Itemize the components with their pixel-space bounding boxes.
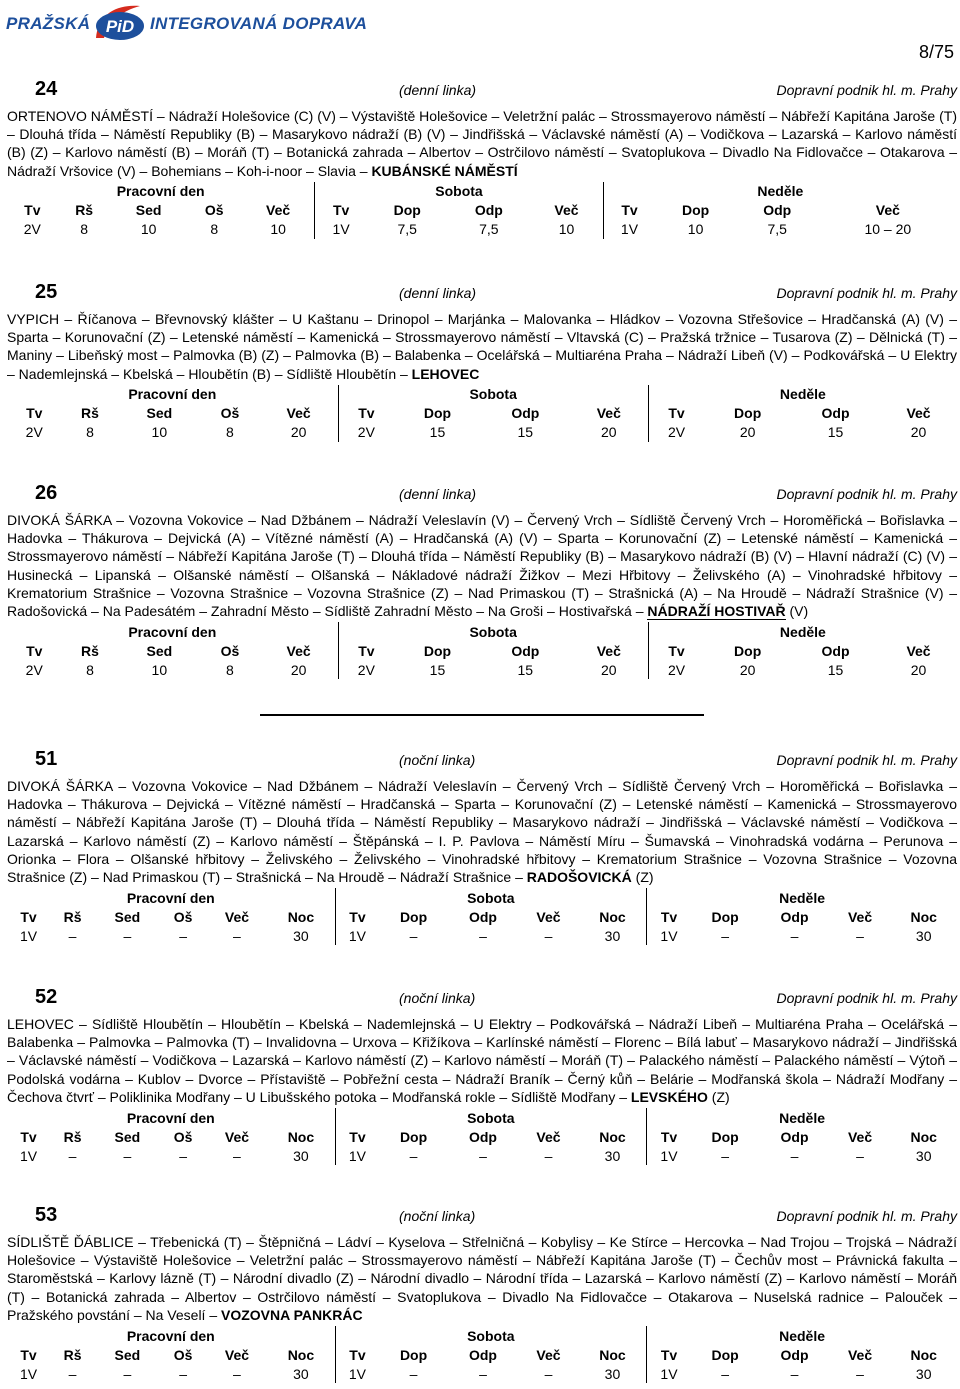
interval-cell: – bbox=[179, 1365, 188, 1382]
group-header: Neděle bbox=[648, 622, 957, 641]
interval-cell: 15 bbox=[827, 661, 844, 678]
interval-cell: – bbox=[68, 927, 77, 944]
interval-cell: – bbox=[721, 927, 729, 944]
col-header: Tv bbox=[647, 1345, 691, 1364]
line-number: 52 bbox=[35, 986, 58, 1008]
col-header: Več bbox=[266, 202, 291, 219]
interval-cell: 1V bbox=[19, 1365, 38, 1382]
group-header: Sobota bbox=[335, 1108, 647, 1127]
interval-cell: 8 bbox=[226, 661, 234, 678]
col-header: Odp bbox=[474, 202, 503, 219]
col-header: Več bbox=[847, 1128, 873, 1145]
line-type: (noční linka) bbox=[399, 752, 476, 768]
col-header: Več bbox=[536, 1346, 561, 1363]
line-type: (denní linka) bbox=[399, 82, 477, 98]
interval-cell: – bbox=[856, 1147, 864, 1164]
interval-cell: 2V bbox=[338, 660, 394, 679]
col-header: Več bbox=[596, 405, 621, 422]
interval-table bbox=[7, 1326, 957, 1383]
interval-cell: 30 bbox=[293, 1365, 309, 1382]
col-header: Tv bbox=[20, 908, 37, 925]
line-operator: Dopravní podnik hl. m. Prahy bbox=[776, 990, 957, 1006]
interval-cell: 15 bbox=[517, 424, 534, 441]
col-header: Tv bbox=[26, 405, 43, 422]
line-number: 53 bbox=[35, 1204, 58, 1226]
col-header: Noc bbox=[910, 1128, 937, 1145]
interval-cell: 30 bbox=[915, 1365, 932, 1382]
svg-text:PiD: PiD bbox=[105, 17, 135, 36]
interval-cell: 30 bbox=[293, 1147, 309, 1164]
interval-cell: 1V bbox=[315, 220, 367, 239]
col-header: Noc bbox=[910, 1346, 937, 1363]
interval-cell: 8 bbox=[80, 221, 89, 238]
group-header: Neděle bbox=[647, 888, 957, 907]
interval-cell: 2V bbox=[338, 423, 394, 442]
col-header: Sed bbox=[114, 1128, 141, 1145]
interval-cell: – bbox=[544, 1147, 553, 1164]
logo-text-right: INTEGROVANÁ DOPRAVA bbox=[150, 14, 368, 33]
col-header: Dop bbox=[711, 1128, 739, 1145]
interval-cell: – bbox=[233, 1147, 241, 1164]
col-header: Oš bbox=[173, 1128, 193, 1145]
interval-cell: 1V bbox=[19, 927, 38, 944]
col-header: Odp bbox=[468, 1128, 497, 1145]
interval-cell: – bbox=[233, 1365, 241, 1382]
line-section bbox=[7, 986, 957, 1165]
interval-cell: 20 bbox=[739, 424, 756, 441]
logo-text-left: PRAŽSKÁ bbox=[6, 14, 91, 33]
route-description: DIVOKÁ ŠÁRKA – Vozovna Vokovice – Nad Džbánem – Nádraží Veleslavín – Červený Vrch – Sídliště Červený Vrch – Horoměřická – Bořislavka – Hadovka – Thákurova – Dejvická – Vítězné náměstí – Hradčanská – Sparta – Korunovační (Z) – Letenské náměstí – Kamenická – Strossmayerovo náměstí – Nábřeží Kapitána Jaroše (T) – Dlouhá třída – Náměstí Republiky – Masarykovo nádraží – Jindřišská – Václavské náměstí – Vodičkova – Lazarská – Karlovo náměstí (Z) – Karlovo náměstí – Štěpánská – I. P. Pavlova – Náměstí Míru – Šumavská – Vinohradská vodárna – Perunova – Orionka – Flora – Olšanské hřbitovy – Želivského – Želivského – Vinohradské hřbitovy – Krematorium Strašnice – Vozovna Strašnice – Vozovna Strašnice (Z) – Nad Primaskou (T) – Strašnická – Na Hroudě – Nádraží Strašnice – RADOŠOVICKÁ (Z) bbox=[7, 778, 957, 886]
interval-cell: 30 bbox=[915, 927, 932, 944]
interval-cell: 8 bbox=[226, 424, 234, 441]
col-header: Rš bbox=[63, 1346, 82, 1363]
col-header: Več bbox=[596, 642, 621, 659]
col-header: Oš bbox=[220, 405, 240, 422]
col-header: Odp bbox=[780, 1128, 809, 1145]
col-header: Tv bbox=[335, 907, 379, 926]
group-header: Pracovní den bbox=[128, 386, 217, 403]
col-header: Odp bbox=[780, 1346, 809, 1363]
col-header: Dop bbox=[711, 908, 739, 925]
interval-cell: 20 bbox=[910, 424, 927, 441]
col-header: Rš bbox=[63, 1128, 82, 1145]
interval-cell: 2V bbox=[648, 423, 704, 442]
line-operator: Dopravní podnik hl. m. Prahy bbox=[776, 486, 957, 502]
interval-cell: 30 bbox=[604, 1147, 621, 1164]
col-header: Oš bbox=[173, 1346, 193, 1363]
group-header: Sobota bbox=[338, 622, 648, 641]
group-header: Pracovní den bbox=[128, 623, 217, 640]
col-header: Več bbox=[875, 202, 900, 219]
terminus: RADOŠOVICKÁ bbox=[526, 869, 632, 886]
interval-cell: 8 bbox=[86, 661, 94, 678]
col-header: Rš bbox=[75, 202, 94, 219]
interval-cell: – bbox=[233, 927, 241, 944]
interval-cell: 15 bbox=[827, 424, 844, 441]
group-header: Neděle bbox=[647, 1326, 957, 1345]
group-header: Neděle bbox=[603, 182, 957, 201]
col-header: Več bbox=[286, 405, 311, 422]
col-header: Tv bbox=[338, 641, 394, 660]
col-header: Noc bbox=[599, 1346, 626, 1363]
col-header: Odp bbox=[763, 202, 792, 219]
interval-cell: 2V bbox=[25, 424, 43, 441]
interval-cell: 1V bbox=[335, 926, 379, 945]
line-number: 24 bbox=[35, 78, 58, 100]
route-description: DIVOKÁ ŠÁRKA – Vozovna Vokovice – Nad Džbánem – Nádraží Veleslavín (V) – Červený Vrch – Sídliště Červený Vrch – Horoměřická – Bořislavka – Hadovka – Thákurova – Dejvická (A) – Vítězné náměstí (A) – Hradčanská (A) (V) – Sparta – Korunovační (Z) – Letenské náměstí – Kamenická – Strossmayerovo náměstí – Nábřeží Kapitána Jaroše (T) – Dlouhá třída – Náměstí Republiky (B) – Masarykovo nádraží (B) (V) – Hlavní nádraží (C) (V) – Husinecká – Lipanská – Olšanské náměstí – Olšanská – Nákladové nádraží Žižkov – Mezi Hřbitovy – Želivského (A) – Vinohradské hřbitovy – Krematorium Strašnice – Vozovna Strašnice – Vozovna Strašnice (Z) – Nad Primaskou (T) – Strašnická (A) – Na Hroudě – Nádraží Strašnice (V) – Radošovická – Na Padesátém – Zahradní Město – Sídliště Zahradní Město – Na Groši – Hostivařská – NÁDRAŽÍ HOSTIVAŘ (V) bbox=[7, 512, 957, 620]
interval-cell: – bbox=[123, 927, 132, 944]
interval-cell: 1V bbox=[647, 1146, 691, 1165]
interval-table bbox=[7, 182, 957, 239]
interval-cell: 30 bbox=[293, 927, 309, 944]
interval-cell: 10 bbox=[151, 424, 168, 441]
group-header: Pracovní den bbox=[126, 889, 215, 906]
col-header: Odp bbox=[821, 405, 850, 422]
col-header: Dop bbox=[423, 405, 452, 422]
col-header: Tv bbox=[20, 1128, 37, 1145]
interval-cell: – bbox=[856, 1365, 864, 1382]
col-header: Sed bbox=[146, 642, 173, 659]
col-header: Odp bbox=[511, 642, 540, 659]
interval-cell: – bbox=[409, 1147, 418, 1164]
col-header: Rš bbox=[81, 405, 99, 422]
col-header: Tv bbox=[338, 404, 394, 423]
interval-cell: – bbox=[68, 1365, 77, 1382]
col-header: Dop bbox=[734, 642, 762, 659]
interval-cell: – bbox=[68, 1147, 77, 1164]
interval-cell: 1V bbox=[335, 1364, 379, 1383]
route-description: LEHOVEC – Sídliště Hloubětín – Hloubětín – Kbelská – Nademlejnská – U Elektry – Podkovářská – Nádraží Libeň – Multiaréna Praha – Ocelářská – Balabenka – Palmovka – Palmovka (T) – Invalidovna – Urxova – Křižíkova – Karlínské náměstí – Florenc – Bílá labuť – Masarykovo nádraží – Jindřišská – Václavské náměstí – Vodičkova – Lazarská – Karlovo náměstí (Z) – Karlovo náměstí – Moráň (T) – Palackého náměstí – Palackého náměstí – Výtoň – Podolská vodárna – Kublov – Dvorce – Přístaviště – Pobřežní cesta – Nádraží Braník – Černý kůň – Belárie – Modřanská škola – Nádraží Modřany – Čechova čtvrť – Poliklinika Modřany – U Libušského potoka – Modřanská rokle – Sídliště Modřany – LEVSKÉHO (Z) bbox=[7, 1016, 957, 1105]
col-header: Sed bbox=[114, 1346, 141, 1363]
line-type: (denní linka) bbox=[399, 285, 477, 301]
line-type: (noční linka) bbox=[399, 1208, 476, 1224]
col-header: Več bbox=[554, 202, 579, 219]
interval-cell: 20 bbox=[739, 661, 756, 678]
interval-cell: 1V bbox=[647, 1364, 691, 1383]
interval-cell: – bbox=[544, 927, 553, 944]
col-header: Dop bbox=[423, 642, 452, 659]
group-header: Sobota bbox=[335, 888, 647, 907]
col-header: Tv bbox=[26, 642, 43, 659]
col-header: Več bbox=[224, 908, 250, 925]
line-operator: Dopravní podnik hl. m. Prahy bbox=[776, 82, 957, 98]
interval-cell: 2V bbox=[25, 661, 43, 678]
interval-cell: 1V bbox=[647, 926, 691, 945]
col-header: Tv bbox=[647, 907, 691, 926]
interval-cell: 2V bbox=[23, 221, 41, 238]
line-type: (noční linka) bbox=[399, 990, 476, 1006]
col-header: Rš bbox=[63, 908, 82, 925]
col-header: Odp bbox=[821, 642, 850, 659]
interval-cell: – bbox=[721, 1147, 729, 1164]
page-number: 8/75 bbox=[918, 42, 954, 62]
col-header: Tv bbox=[20, 1346, 37, 1363]
interval-cell: – bbox=[409, 1365, 418, 1382]
interval-cell: 8 bbox=[86, 424, 94, 441]
col-header: Dop bbox=[734, 405, 762, 422]
interval-table bbox=[7, 622, 957, 679]
col-header: Noc bbox=[287, 1346, 315, 1363]
interval-cell: 1V bbox=[603, 220, 655, 239]
group-header: Pracovní den bbox=[116, 183, 205, 200]
col-header: Oš bbox=[220, 642, 240, 659]
col-header: Tv bbox=[315, 201, 367, 220]
page-header bbox=[0, 0, 960, 62]
interval-cell: 10 – 20 bbox=[864, 221, 912, 238]
terminus: VOZOVNA PANKRÁC bbox=[221, 1306, 363, 1323]
interval-table bbox=[7, 1108, 957, 1165]
interval-cell: 15 bbox=[429, 424, 446, 441]
interval-cell: 10 bbox=[270, 221, 286, 238]
col-header: Noc bbox=[287, 908, 315, 925]
group-header: Sobota bbox=[315, 182, 603, 201]
terminus: LEHOVEC bbox=[411, 365, 480, 382]
group-header: Sobota bbox=[335, 1326, 647, 1345]
line-section bbox=[7, 748, 957, 945]
interval-cell: 7,5 bbox=[767, 221, 787, 238]
col-header: Noc bbox=[910, 908, 937, 925]
interval-cell: – bbox=[123, 1147, 132, 1164]
group-header: Pracovní den bbox=[126, 1109, 215, 1126]
line-number: 51 bbox=[35, 748, 58, 770]
interval-cell: 20 bbox=[910, 661, 927, 678]
route-description: SÍDLIŠTĚ ĎÁBLICE – Třebenická (T) – Štěpničná – Ládví – Kyselova – Střelničná – Kobylisy – Ke Stírce – Hercovka – Nad Trojou – Trojská – Nádraží Holešovice – Výstaviště Holešovice – Veletržní palác – Strossmayerovo náměstí – Nábřeží Kapitána Jaroše (T) – Čechův most – Právnická fakulta – Staroměstská – Karlovy lázně (T) – Národní divadlo (Z) – Národní divadlo – Národní třída – Lazarská – Karlovo náměstí (Z) – Karlovo náměstí – Moráň (T) – Botanická zahrada – Albertov – Ostrčilovo náměstí – Svatoplukova – Divadlo Na Fidlovačce – Otakarova – Nuselská radnice – Palouček – Pražského povstání – Na Veselí – VOZOVNA PANKRÁC bbox=[7, 1234, 957, 1323]
col-header: Noc bbox=[599, 908, 626, 925]
interval-cell: 15 bbox=[517, 661, 534, 678]
interval-cell: 30 bbox=[915, 1147, 932, 1164]
col-header: Oš bbox=[173, 908, 193, 925]
group-header: Neděle bbox=[648, 385, 957, 404]
col-header: Več bbox=[536, 1128, 561, 1145]
col-header: Tv bbox=[335, 1345, 379, 1364]
col-header: Dop bbox=[399, 1128, 428, 1145]
route-description: ORTENOVO NÁMĚSTÍ – Nádraží Holešovice (C) (V) – Výstaviště Holešovice – Veletržní palác – Strossmayerovo náměstí – Nábřeží Kapitána Jaroše (T) – Dlouhá třída – Náměstí Republiky (B) – Masarykovo nádraží (B) (V) – Jindřišská – Václavské náměstí (A) – Vodičkova – Lazarská – Karlovo náměstí (B) (Z) – Karlovo náměstí (B) – Moráň (T) – Botanická zahrada – Albertov – Ostrčilovo náměstí – Svatoplukova – Divadlo Na Fidlovačce – Otakarova – Nádraží Vršovice (V) – Bohemians – Koh-i-noor – Slavia – KUBÁNSKÉ NÁMĚSTÍ bbox=[7, 108, 957, 179]
col-header: Tv bbox=[648, 404, 704, 423]
interval-cell: – bbox=[856, 927, 864, 944]
line-operator: Dopravní podnik hl. m. Prahy bbox=[776, 285, 957, 301]
group-header: Neděle bbox=[647, 1108, 957, 1127]
line-type: (denní linka) bbox=[399, 486, 477, 502]
col-header: Več bbox=[286, 642, 311, 659]
col-header: Več bbox=[224, 1128, 250, 1145]
col-header: Tv bbox=[647, 1127, 691, 1146]
col-header: Tv bbox=[24, 202, 41, 219]
interval-cell: 15 bbox=[429, 661, 446, 678]
line-operator: Dopravní podnik hl. m. Prahy bbox=[776, 752, 957, 768]
group-header: Pracovní den bbox=[126, 1327, 215, 1344]
interval-cell: 1V bbox=[335, 1146, 379, 1165]
interval-cell: – bbox=[790, 1365, 799, 1382]
line-section bbox=[7, 482, 957, 679]
col-header: Sed bbox=[135, 202, 162, 219]
interval-cell: 7,5 bbox=[397, 221, 417, 238]
interval-cell: 10 bbox=[687, 221, 704, 238]
col-header: Več bbox=[536, 908, 561, 925]
line-section bbox=[7, 78, 957, 239]
col-header: Dop bbox=[399, 908, 428, 925]
interval-cell: 7,5 bbox=[479, 221, 499, 238]
line-number: 26 bbox=[35, 482, 58, 504]
interval-cell: 8 bbox=[210, 221, 219, 238]
interval-cell: 20 bbox=[601, 424, 617, 441]
interval-cell: – bbox=[544, 1365, 553, 1382]
col-header: Odp bbox=[780, 908, 809, 925]
interval-cell: 10 bbox=[140, 221, 157, 238]
col-header: Odp bbox=[468, 1346, 497, 1363]
route-description: VYPICH – Říčanova – Břevnovský klášter – U Kaštanu – Drinopol – Marjánka – Malovanka – Hládkov – Vozovna Střešovice – Hradčanská (A) (V) – Sparta – Korunovační (Z) – Letenské náměstí – Kamenická – Strossmayerovo náměstí – Vltavská (C) – Pražská tržnice – Tusarova (Z) – Dělnická (T) – Maniny – Libeňský most – Palmovka (B) (Z) – Palmovka (B) – Balabenka – Ocelářská – Multiaréna Praha – Nádraží Libeň (V) – Podkovářská – U Elektry – Nademlejnská – Kbelská – Hloubětín (B) – Sídliště Hloubětín – LEHOVEC bbox=[7, 311, 957, 382]
col-header: Več bbox=[847, 1346, 873, 1363]
interval-cell: 10 bbox=[558, 221, 575, 238]
interval-cell: 20 bbox=[290, 424, 307, 441]
col-header: Več bbox=[847, 908, 873, 925]
pid-logo-icon bbox=[90, 2, 146, 42]
interval-cell: – bbox=[721, 1365, 729, 1382]
interval-cell: 10 bbox=[151, 661, 168, 678]
interval-cell: – bbox=[409, 927, 418, 944]
col-header: Dop bbox=[399, 1346, 428, 1363]
interval-cell: – bbox=[179, 927, 188, 944]
interval-cell: 30 bbox=[604, 1365, 621, 1382]
interval-cell: 30 bbox=[604, 927, 621, 944]
col-header: Dop bbox=[681, 202, 710, 219]
interval-cell: – bbox=[479, 1147, 487, 1164]
line-number: 25 bbox=[35, 281, 58, 303]
col-header: Več bbox=[224, 1346, 250, 1363]
col-header: Noc bbox=[287, 1128, 315, 1145]
col-header: Odp bbox=[468, 908, 497, 925]
section-divider bbox=[260, 714, 704, 716]
col-header: Tv bbox=[648, 641, 704, 660]
col-header: Rš bbox=[81, 642, 99, 659]
col-header: Noc bbox=[599, 1128, 626, 1145]
col-header: Dop bbox=[711, 1346, 739, 1363]
line-section bbox=[7, 281, 957, 442]
line-section bbox=[7, 1204, 957, 1383]
line-operator: Dopravní podnik hl. m. Prahy bbox=[776, 1208, 957, 1224]
interval-cell: – bbox=[790, 1147, 799, 1164]
col-header: Dop bbox=[393, 202, 421, 219]
group-header: Sobota bbox=[338, 385, 648, 404]
terminus: LEVSKÉHO bbox=[630, 1088, 708, 1105]
interval-cell: – bbox=[479, 927, 487, 944]
col-header: Oš bbox=[204, 202, 224, 219]
terminus: KUBÁNSKÉ NÁMĚSTÍ bbox=[371, 162, 518, 179]
interval-cell: 20 bbox=[290, 661, 307, 678]
interval-cell: – bbox=[479, 1365, 487, 1382]
interval-cell: – bbox=[179, 1147, 188, 1164]
interval-cell: – bbox=[123, 1365, 132, 1382]
interval-cell: 1V bbox=[19, 1147, 38, 1164]
interval-table bbox=[7, 385, 957, 442]
col-header: Tv bbox=[335, 1127, 379, 1146]
interval-cell: – bbox=[790, 927, 799, 944]
interval-table bbox=[7, 888, 957, 945]
interval-cell: 2V bbox=[648, 660, 704, 679]
col-header: Sed bbox=[114, 908, 141, 925]
col-header: Tv bbox=[603, 201, 655, 220]
interval-cell: 20 bbox=[601, 661, 617, 678]
col-header: Odp bbox=[511, 405, 540, 422]
terminus: NÁDRAŽÍ HOSTIVAŘ bbox=[647, 603, 786, 620]
col-header: Sed bbox=[146, 405, 173, 422]
col-header: Več bbox=[906, 642, 931, 659]
col-header: Več bbox=[906, 405, 931, 422]
